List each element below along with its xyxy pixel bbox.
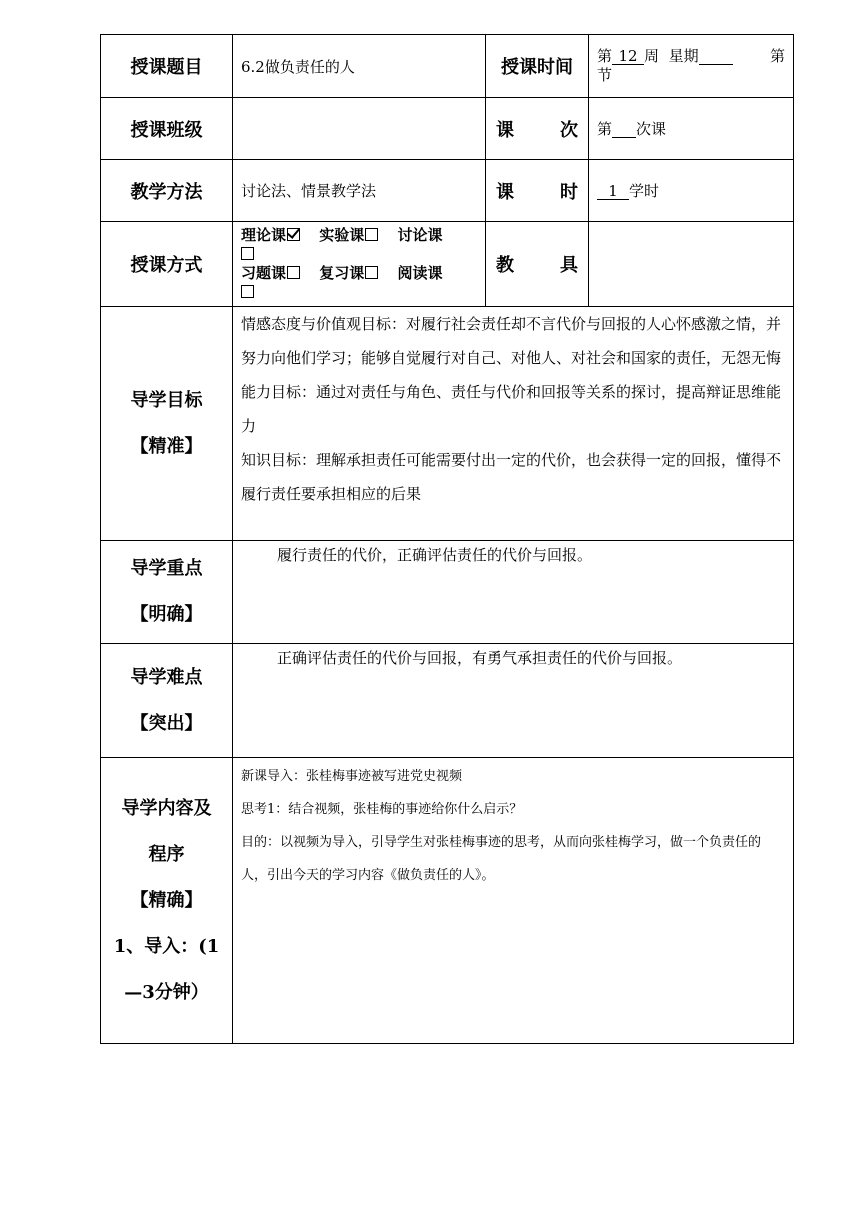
checkbox-icon[interactable] <box>287 266 300 279</box>
weekday-blank <box>699 48 733 65</box>
row-topic <box>101 35 794 98</box>
row-content <box>101 758 794 1044</box>
session-prefix: 第 <box>597 120 613 138</box>
difficulty-label <box>101 644 233 758</box>
row-key-point <box>101 541 794 644</box>
content-question: 思考1：结合视频，张桂梅的事迹给你什么启示？ <box>241 802 523 817</box>
key-point-text: 履行责任的代价，正确评估责任的代价与回报。 <box>233 541 794 644</box>
lesson-plan-table <box>100 34 794 1044</box>
topic-value: 6.2做负责任的人 <box>233 35 486 98</box>
section-suffix: 节 <box>597 66 613 84</box>
mode-option-label: 阅读课 <box>397 264 443 282</box>
weekday-prefix: 星期 <box>668 47 699 65</box>
mode-option-label: 习题课 <box>241 264 287 282</box>
mode-option-discussion[interactable] <box>398 226 443 244</box>
week-prefix: 第 <box>597 47 613 65</box>
class-label: 授课班级 <box>101 98 233 160</box>
content-title-2: 程序 <box>148 843 185 865</box>
goal-emotion: 情感态度与价值观目标：对履行社会责任却不言代价与回报的人心怀感激之情，并努力向他们学习；能够自觉履行对自己、对他人、对社会和国家的责任，无怨无悔 <box>241 315 782 367</box>
method-label: 教学方法 <box>101 160 233 222</box>
hours-number: 1 <box>597 183 629 200</box>
mode-option-exercise[interactable] <box>241 264 300 282</box>
content-subtitle: 【精确】 <box>130 889 203 911</box>
mode-option-label: 讨论课 <box>397 226 443 244</box>
checkbox-icon[interactable] <box>241 285 254 298</box>
mode-option-reading[interactable] <box>398 264 443 282</box>
content-step-duration: —3分钟） <box>124 981 209 1003</box>
tools-label-cell <box>486 222 589 307</box>
row-method <box>101 160 794 222</box>
key-point-subtitle: 【明确】 <box>130 604 203 625</box>
mode-option-theory[interactable] <box>241 226 300 244</box>
difficulty-subtitle: 【突出】 <box>130 712 203 734</box>
mode-options <box>233 222 486 307</box>
hours-suffix: 学时 <box>629 182 660 200</box>
tools-label: 教 具 <box>496 255 578 276</box>
mode-option-label: 复习课 <box>319 264 365 282</box>
mode-option-label: 理论课 <box>241 226 287 244</box>
tools-value <box>589 222 794 307</box>
session-suffix: 次课 <box>636 120 667 138</box>
content-text <box>233 758 794 1044</box>
checkbox-icon[interactable] <box>365 266 378 279</box>
time-value <box>589 35 794 98</box>
session-label: 课 次 <box>496 119 578 141</box>
checkbox-icon[interactable] <box>241 247 254 260</box>
goal-knowledge: 知识目标：理解承担责任可能需要付出一定的代价，也会获得一定的回报，懂得不履行责任要承担相应的后果 <box>241 451 782 503</box>
session-label-cell <box>486 98 589 160</box>
goals-label <box>101 307 233 541</box>
hours-value <box>589 160 794 222</box>
content-label <box>101 758 233 1044</box>
row-mode <box>101 222 794 307</box>
class-value <box>233 98 486 160</box>
section-prefix: 第 <box>769 47 785 65</box>
difficulty-text: 正确评估责任的代价与回报，有勇气承担责任的代价与回报。 <box>233 644 794 758</box>
goals-text <box>233 307 794 541</box>
hours-label-cell <box>486 160 589 222</box>
content-title: 导学内容及 <box>121 797 212 819</box>
mode-option-review[interactable] <box>319 264 378 282</box>
method-value: 讨论法、情景教学法 <box>233 160 486 222</box>
row-goals <box>101 307 794 541</box>
row-difficulty <box>101 644 794 758</box>
key-point-title: 导学重点 <box>130 558 203 579</box>
content-step: 1、导入：(1 <box>113 935 220 957</box>
week-suffix: 周 <box>644 47 660 65</box>
key-point-label <box>101 541 233 644</box>
mode-option-lab[interactable] <box>319 226 378 244</box>
mode-label: 授课方式 <box>101 222 233 307</box>
hours-label: 课 时 <box>496 181 578 203</box>
difficulty-title: 导学难点 <box>130 666 203 688</box>
content-intro: 新课导入：张桂梅事迹被写进党史视频 <box>241 769 463 784</box>
content-purpose: 目的：以视频为导入，引导学生对张桂梅事迹的思考，从而向张桂梅学习，做一个负责任的人，引出今天的学习内容《做负责任的人》。 <box>241 835 762 883</box>
row-class <box>101 98 794 160</box>
goals-subtitle: 【精准】 <box>130 435 203 457</box>
time-label: 授课时间 <box>486 35 589 98</box>
topic-label: 授课题目 <box>101 35 233 98</box>
mode-option-label: 实验课 <box>319 226 365 244</box>
checked-checkbox-icon[interactable] <box>287 228 300 241</box>
session-blank <box>612 121 636 138</box>
goals-title: 导学目标 <box>130 389 203 411</box>
goal-ability: 能力目标：通过对责任与角色、责任与代价和回报等关系的探讨，提高辩证思维能力 <box>241 383 782 435</box>
checkbox-icon[interactable] <box>365 228 378 241</box>
week-number: 12 <box>612 48 644 65</box>
session-value <box>589 98 794 160</box>
